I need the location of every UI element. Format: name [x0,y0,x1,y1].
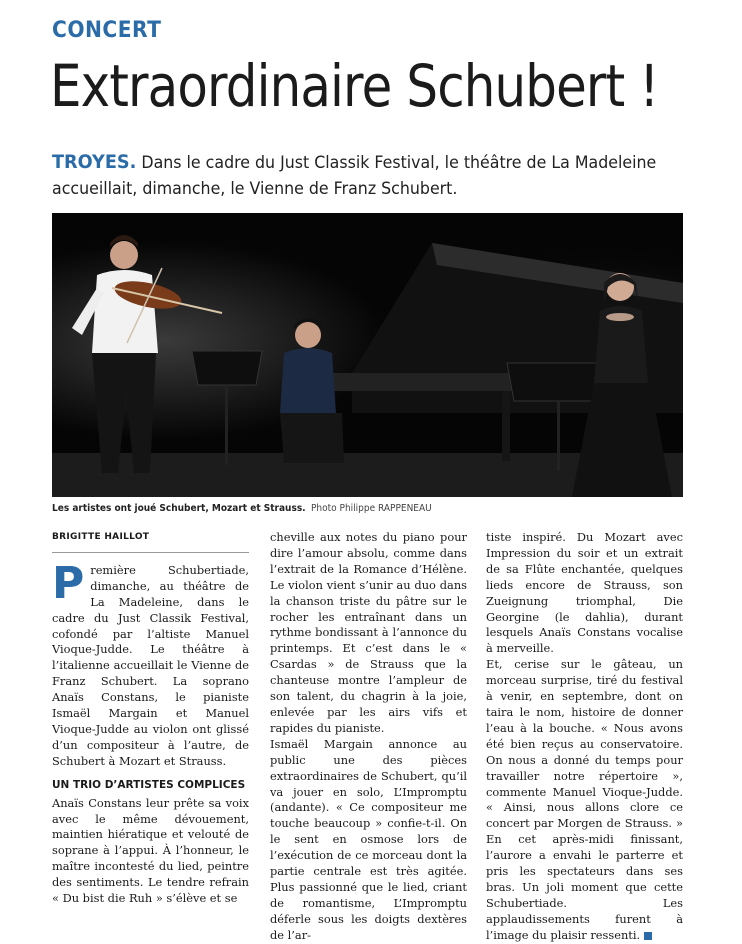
paragraph-4 [486,657,683,943]
paragraph-3-part-1: Ismaël Margain annonce au public une des pièces extraordinaires de Schubert, qu’il va jouer en solo, L’Impromptu (andante). « Ce compositeur me touche beaucoup » confie-t-il. On le sent en osmose lors de l’exécution de ce morceau dont la partie centrale est très agitée. Plus passionné que le lied, criant de romantisme, L’Impromptu déferle sous les doigts dextères de l’ar- [270,736,467,942]
caption-text: Les artistes ont joué Schubert, Mozart et Strauss. [52,503,306,514]
paragraph-2-part-2: cheville aux notes du piano pour dire l’amour absolu, comme dans l’extrait de la Romance d’Hélène. Le violon vient s’unir au duo dans la chanson triste du pâtre sur le rocher les entraînant dans un rythme bondissant à l’annonce du printemps. Et c’est dans le « Csardas » de Strauss que la chanteuse montre l’ampleur de son talent, du chagrin à la joie, enlevée par les airs vifs et rapides du pianiste. [270,530,467,735]
paragraph-2-part-1: Anaïs Constans leur prête sa voix avec le même dévouement, maintien hiératique et velouté de soprane à l’appui. À l’honneur, le maître incontesté du lied, peintre des sentiments. Le tendre refrain « Du bist die Ruh » s’élève et se [52,795,249,906]
headline: Extraordinaire Schubert ! [50,52,659,120]
concert-photo [52,213,683,497]
lead-paragraph [52,149,692,202]
paragraph-1 [52,557,249,770]
photo-caption [52,503,432,514]
lead-text: Dans le cadre du Just Classik Festival, le théâtre de La Madeleine accueillait, dimanche, le Vienne de Franz Schubert. [52,153,657,199]
lead-city: TROYES. [52,151,137,173]
end-mark-icon [644,932,652,940]
article-column-1 [52,530,249,907]
paragraph-1-text: remière Schubertiade, dimanche, au théâtre de La Madeleine, dans le cadre du Just Classik Festival, cofondé par l’altiste Manuel Vioque-Judde. Le théâtre à l’italienne accueillait le Vienne de Franz Schubert. La soprano Anaïs Constans, le pianiste Ismaël Margain et Manuel Vioque-Judde au violon ont glissé d’un compositeur à l’autre, de Schubert à Mozart et Strauss. [52,562,249,768]
article-column-3 [486,530,683,944]
article-column-2 [270,530,467,944]
concert-photo-illustration [52,213,683,497]
subhead: UN TRIO D’ARTISTES COMPLICES [52,778,246,791]
paragraph-4-text: Et, cerise sur le gâteau, un morceau surprise, tiré du festival à venir, en septembre, dont on taira le nom, histoire de donner l’eau à la bouche. « Nous avons été bien reçus au conservatoire. On nous a donné du temps pour travailler notre répertoire », commente Manuel Vioque-Judde. « Ainsi, nous allons clore ce concert par Morgen de Strauss. » En cet après-midi finissant, l’aurore a envahi le parterre et pris les spectateurs dans ses bras. Un joli moment que cette Schubertiade. Les applaudissements furent à l’image du plaisir ressenti. [486,657,683,942]
section-kicker: CONCERT [52,18,162,43]
photo-credit: Photo Philippe RAPPENEAU [311,503,432,514]
paragraph-3-part-2: tiste inspiré. Du Mozart avec Impression du soir et un extrait de sa Flûte enchantée, quelques lieds encore de Strauss, son Zueignung triomphal, Die Georgine (le dahlia), durant lesquels Anaïs Constans vocalise à merveille. [486,530,683,656]
drop-cap: P [52,557,85,609]
byline: BRIGITTE HAILLOT [52,530,249,553]
